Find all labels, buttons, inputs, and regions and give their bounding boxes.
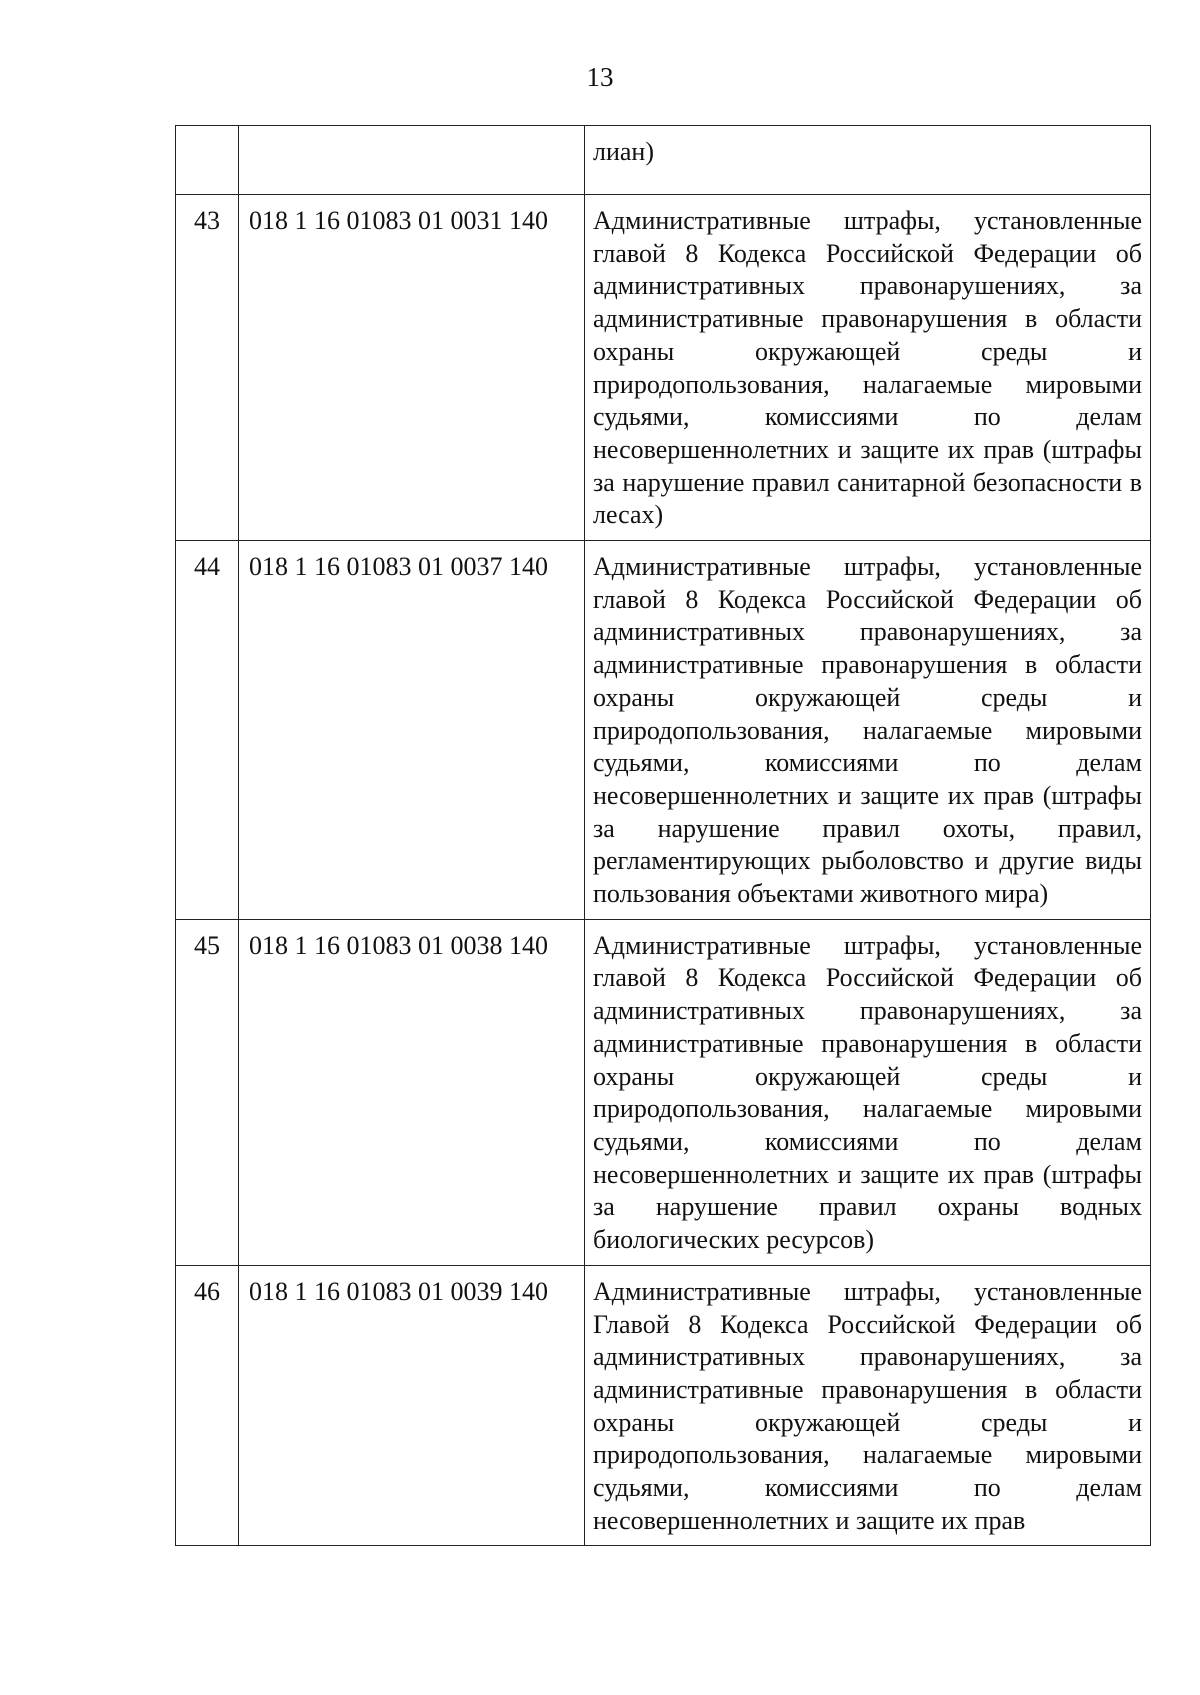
description-cell: Административные штрафы, установленные главой 8 Кодекса Российской Федерации об административных правонарушениях, за административные правонарушения в области охраны окружающей среды и природопользования, налагаемые мировыми судьями, комиссиями по делам несовершеннолетних и защите их прав (штрафы за нарушение правил охоты, правил, регламентирующих рыболовство и другие виды пользования объектами животного мира) — [585, 541, 1151, 920]
page-number: 13 — [586, 62, 614, 92]
codes-table — [175, 125, 1151, 1546]
table-row-continued — [176, 126, 1151, 195]
code-cell: 018 1 16 01083 01 0039 140 — [239, 1265, 585, 1546]
table-row — [176, 195, 1151, 541]
description-cell: Административные штрафы, установленные Главой 8 Кодекса Российской Федерации об административных правонарушениях, за административные правонарушения в области охраны окружающей среды и природопользования, налагаемые мировыми судьями, комиссиями по делам несовершеннолетних и защите их прав — [585, 1265, 1151, 1546]
code-cell: 018 1 16 01083 01 0031 140 — [239, 195, 585, 541]
description-cell: Административные штрафы, установленные главой 8 Кодекса Российской Федерации об административных правонарушениях, за административные правонарушения в области охраны окружающей среды и природопользования, налагаемые мировыми судьями, комиссиями по делам несовершеннолетних и защите их прав (штрафы за нарушение правил санитарной безопасности в лесах) — [585, 195, 1151, 541]
row-number-cell: 44 — [176, 541, 239, 920]
code-cell — [239, 126, 585, 195]
description-cell: Административные штрафы, установленные главой 8 Кодекса Российской Федерации об административных правонарушениях, за административные правонарушения в области охраны окружающей среды и природопользования, налагаемые мировыми судьями, комиссиями по делам несовершеннолетних и защите их прав (штрафы за нарушение правил охраны водных биологических ресурсов) — [585, 919, 1151, 1265]
code-cell: 018 1 16 01083 01 0038 140 — [239, 919, 585, 1265]
row-number-cell: 45 — [176, 919, 239, 1265]
table-row — [176, 1265, 1151, 1546]
row-number-cell: 46 — [176, 1265, 239, 1546]
description-cell: лиан) — [585, 126, 1151, 195]
table-row — [176, 919, 1151, 1265]
row-number-cell — [176, 126, 239, 195]
table-row — [176, 541, 1151, 920]
row-number-cell: 43 — [176, 195, 239, 541]
code-cell: 018 1 16 01083 01 0037 140 — [239, 541, 585, 920]
